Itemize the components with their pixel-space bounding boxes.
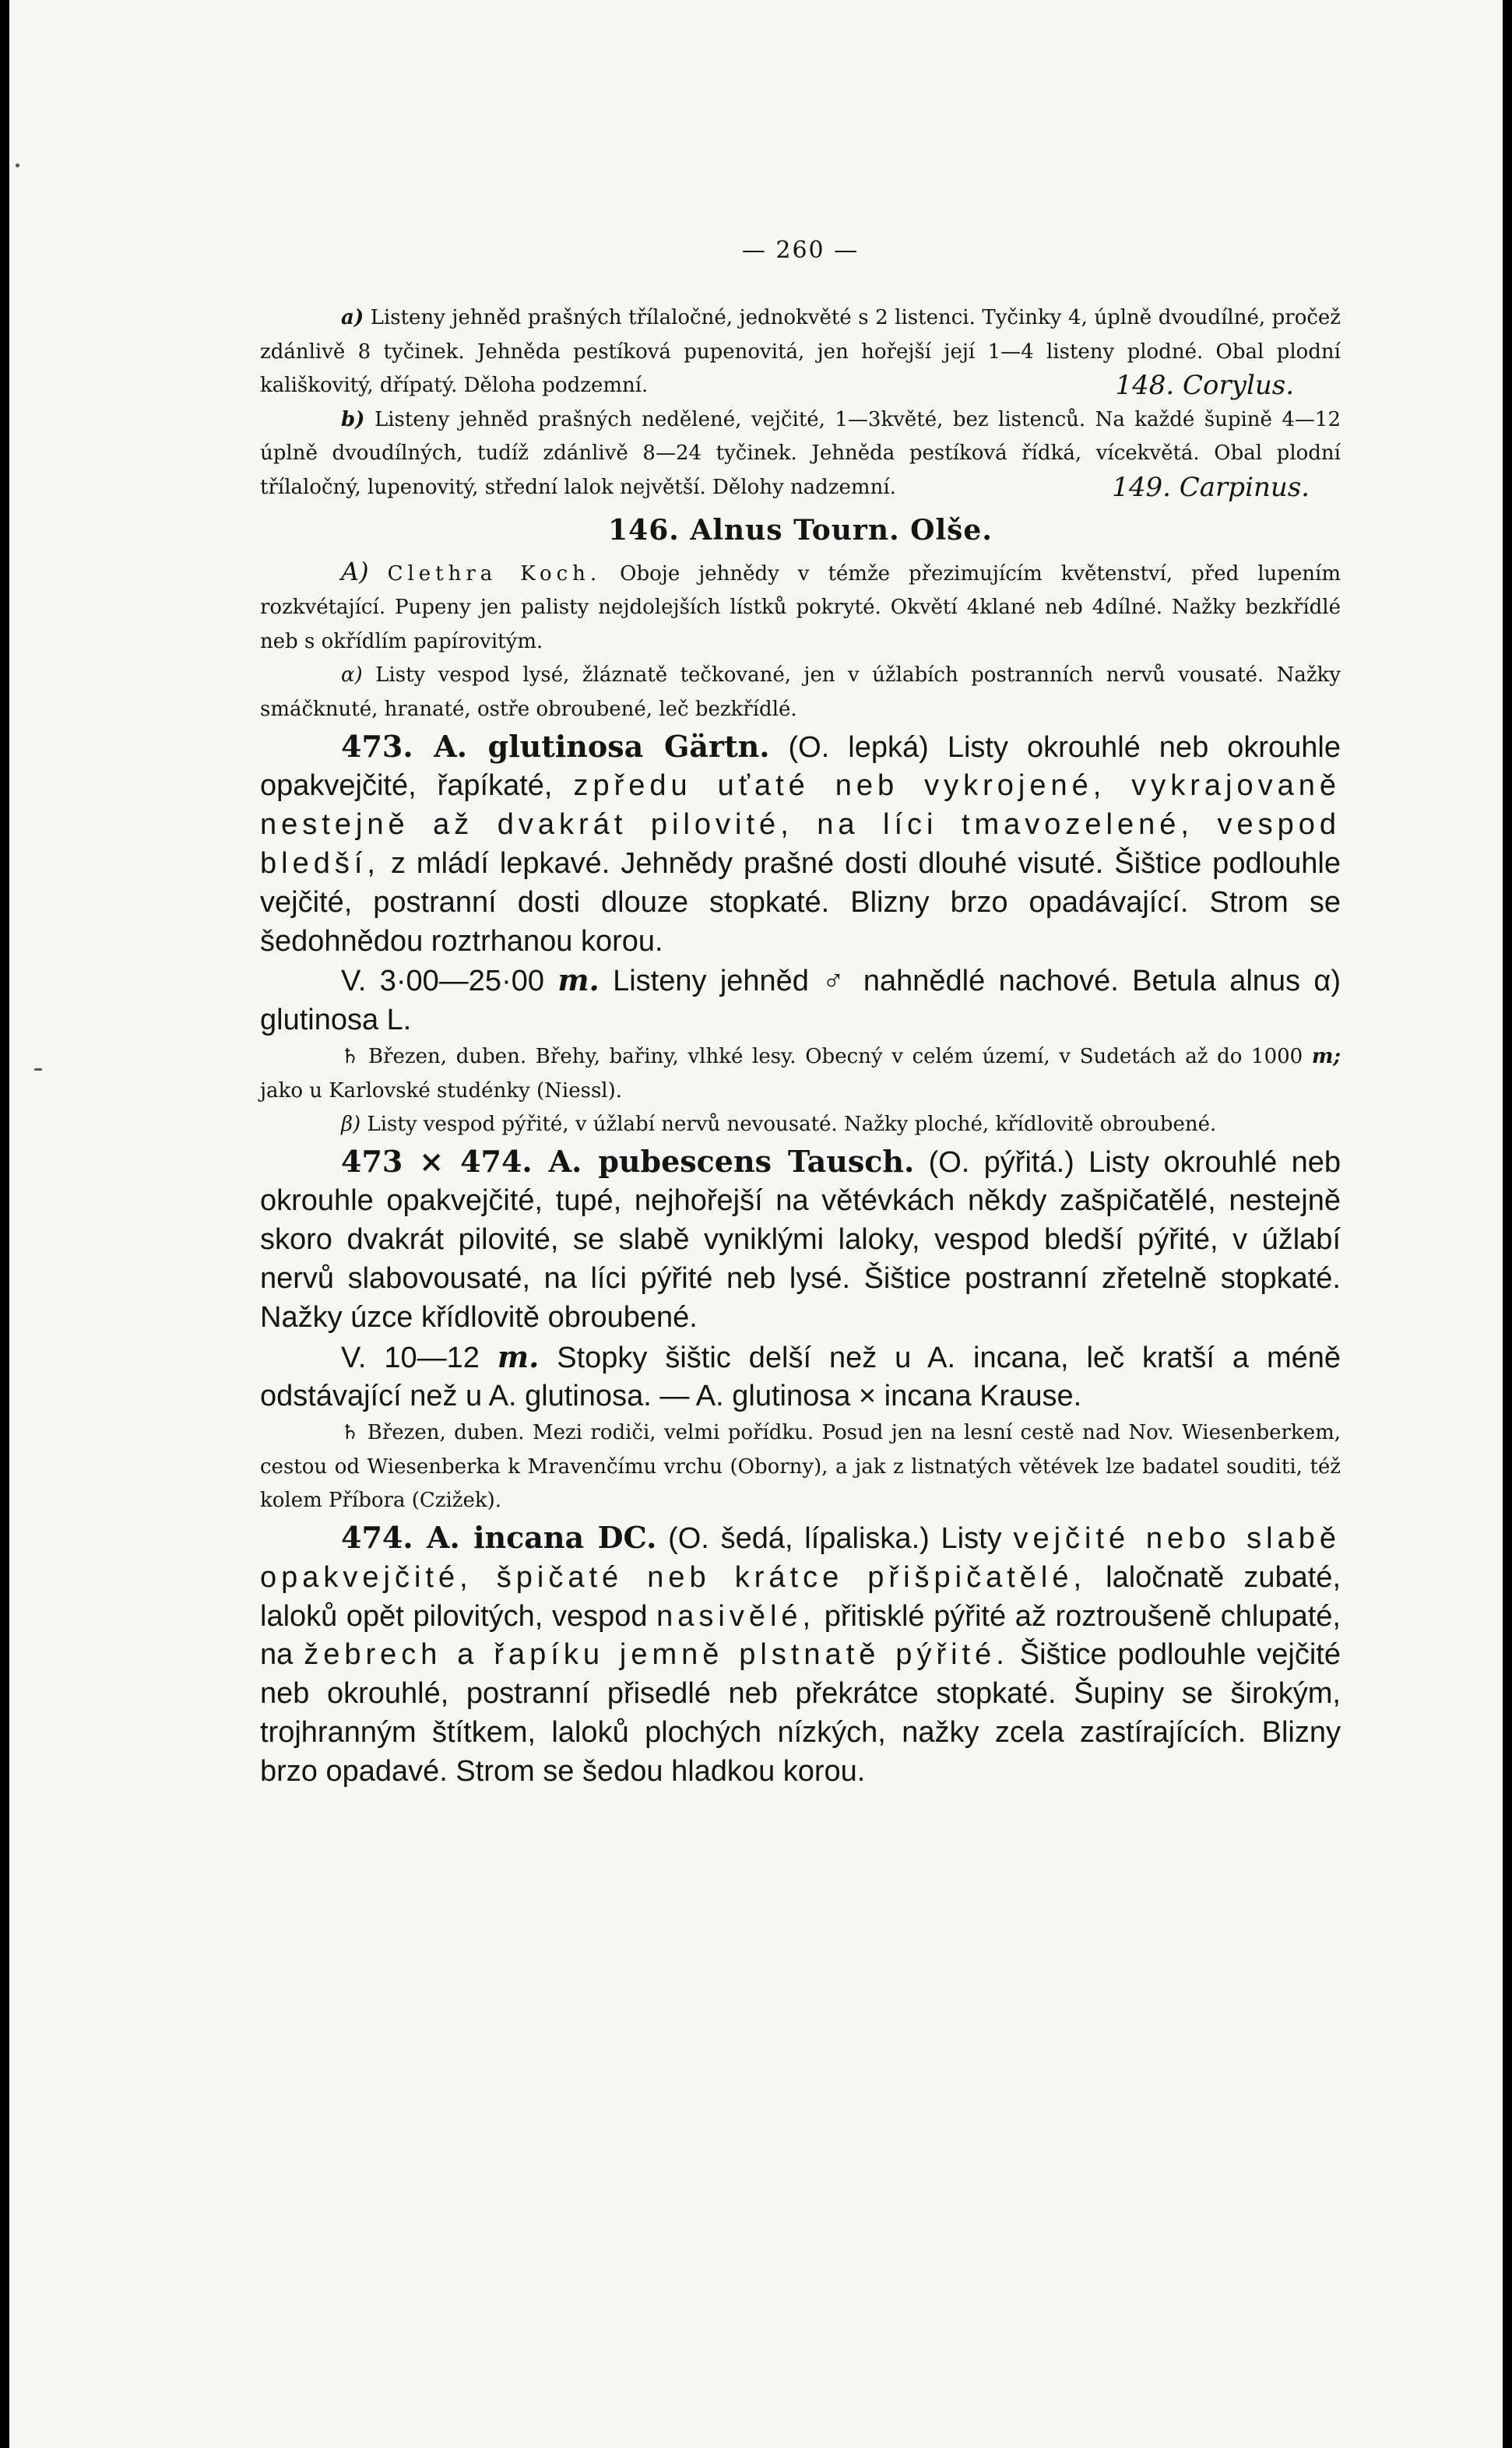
subsection-alpha-paragraph [260, 659, 1341, 726]
key-reference-carpinus: 149. Carpinus. [1112, 471, 1310, 503]
subsection-alpha-text: Listy vespod lysé, žláznatě tečkované, jen v úžlabích postranních nervů vousaté. Nažky smáčknuté, hranaté, ostře obroubené, leč bezkřídlé. [260, 663, 1341, 721]
species-474-text-spaced-2: nasivělé, [656, 1599, 816, 1633]
species-474-text-spaced-3: žebrech a řapíku jemně plstnatě pýřité. [304, 1638, 1009, 1672]
species-473-distribution [260, 1040, 1341, 1108]
species-474-text-8: Šištice podlouhle vejčité neb okrouhlé, postranní přisedlé neb překrátce stopkaté. Šupiny se širokým, trojhranným štítkem, laloků plochých nízkých, nažky zcela zastírajících. Blizny brzo opadavé. Strom se šedou hladkou korou. [260, 1638, 1341, 1788]
key-reference-corylus: 148. Corylus. [1115, 370, 1294, 402]
genus-heading: 146. Alnus Tourn. Olše. [608, 513, 993, 547]
key-paragraph-a [260, 301, 1341, 403]
species-474-description [260, 1518, 1341, 1792]
species-474-text-3: laločnatě zubaté, laloků opět pilovitých, vespod [260, 1560, 1341, 1633]
hybrid-473x474-unit: m. [497, 1338, 540, 1374]
species-474-text-6: na [260, 1638, 294, 1672]
text-block [260, 237, 1341, 1792]
species-474-common-name: (O. šedá, lípaliska.) [668, 1522, 930, 1556]
hybrid-473x474-description [260, 1142, 1341, 1338]
species-473-number: 473. A. glutinosa Gärtn. [341, 728, 770, 764]
hybrid-473x474-number: 473 × 474. A. pubescens Tausch. [341, 1143, 915, 1179]
species-474-number: 474. A. incana DC. [341, 1520, 657, 1556]
section-a-label: A) [341, 556, 369, 586]
species-473-description [260, 727, 1341, 962]
subsection-beta-label: β) [341, 1113, 361, 1137]
species-473-measurements [260, 961, 1341, 1040]
key-text-b: Listeny jehněd prašných nedělené, vejčité, 1—3květé, bez listenců. Na každé šupině 4—12 úplně dvoudílných, tudíž zdánlivě 8—24 tyčinek. Jehněda pestíková řídká, vícekvětá. Obal plodní třílaločný, lupenovitý, střední lalok největší. Dělohy nadzemní. [260, 407, 1341, 499]
species-473-distribution-unit: m; [1311, 1044, 1341, 1068]
species-473-height: V. 3·00—25·00 [341, 965, 544, 998]
species-474-text-1: Listy [941, 1522, 1002, 1556]
hybrid-473x474-measurements [260, 1338, 1341, 1417]
hybrid-473x474-distribution-text: Březen, duben. Mezi rodiči, velmi pořídku. Posud jen na lesní cestě nad Nov. Wiesenberkem, cestou od Wiesenberka k Mravenčímu vrchu (Oborny), a jak z listnatých větévek lze badatel souditi, též kolem Příbora (Czižek). [260, 1421, 1341, 1513]
species-473-common-name: (O. lepká) [788, 730, 929, 764]
tree-symbol-icon: ♄ [341, 1044, 360, 1068]
species-473-unit: m. [557, 962, 600, 998]
species-474-text-5: přitisklé pýřité až roztroušeně chlupaté, [824, 1599, 1341, 1633]
key-label-a: a) [341, 306, 364, 329]
hybrid-473x474-distribution [260, 1416, 1341, 1518]
page-number: — 260 — [741, 237, 860, 264]
section-a-name: Clethra Koch. [387, 561, 602, 586]
subsection-beta-paragraph [260, 1108, 1341, 1142]
species-473-text-3: z mládí lepkavé. Jehnědy prašné dosti dlouhé visuté. Šištice podlouhle vejčité, postranní dosti dlouze stopkaté. Blizny brzo opadávající. Strom se šedohnědou roztrhanou korou. [260, 846, 1341, 958]
scan-mark [34, 1068, 42, 1071]
scan-speck [16, 164, 19, 167]
key-paragraph-b [260, 403, 1341, 505]
subsection-beta-text: Listy vespod pýřité, v úžlabí nervů nevousaté. Nažky ploché, křídlovitě obroubené. [367, 1113, 1217, 1137]
species-473-text-1: Listy okrouhlé neb okrouhle opakvejčité, řapíkaté, [260, 730, 1341, 803]
key-text-a: Listeny jehněd prašných třílaločné, jednokvěté s 2 listenci. Tyčinky 4, úplně dvoudílné, pročež zdánlivě 8 tyčinek. Jehněda pestíková pupenovitá, jen hořejší její 1—4 listeny plodné. Obal plodní kališkovitý, dřípatý. Děloha podzemní. [260, 306, 1341, 398]
section-a-text: Oboje jehnědy v témže přezimujícím květenství, před lupením rozkvétající. Pupeny jen palisty nejdolejších lístků pokryté. Okvětí 4klané neb 4dílné. Nažky bezkřídlé neb s okřídlím papírovitým. [260, 561, 1341, 653]
section-a-paragraph [260, 555, 1341, 659]
book-page [9, 0, 1503, 2448]
subsection-alpha-label: α) [341, 663, 363, 688]
species-473-text-spaced: zpředu uťaté neb vykrojené, vykrajovaně nestejně až dvakrát pilovité, na líci tmavozelené, vespod bledší, [260, 769, 1341, 880]
hybrid-473x474-common-name: (O. pýřitá.) [928, 1145, 1074, 1179]
tree-symbol-icon: ♄ [341, 1421, 360, 1445]
species-473-distribution-text: Březen, duben. Břehy, bařiny, vlhké lesy. Obecný v celém území, v Sudetách až do 1000 [368, 1044, 1303, 1068]
hybrid-473x474-text: Listy okrouhlé neb okrouhle opakvejčité, tupé, nejhořejší na větévkách někdy zašpičatělé, nestejně skoro dvakrát pilovité, se slabě vyniklými laloky, vespod bledší pýřité, v úžlabí nervů slabovousaté, na líci pýřité neb lysé. Šištice postranní zřetelně stopkaté. Nažky úzce křídlovitě obroubené. [260, 1145, 1341, 1334]
species-473-distribution-end: jako u Karlovské studénky (Niessl). [260, 1078, 623, 1103]
hybrid-473x474-height: V. 10—12 [341, 1341, 480, 1374]
hybrid-473x474-comparison-text: Stopky šištic delší než u A. incana, leč kratší a méně odstávající než u A. glutinosa. — A. glutinosa × incana Krause. [260, 1341, 1341, 1413]
species-473-synonym-text: Listeny jehněd ♂ nahnědlé nachové. Betula alnus α) glutinosa L. [260, 965, 1341, 1037]
species-474-text-spaced-1: vejčité nebo slabě opakvejčité, špičaté neb krátce přišpičatělé, [260, 1522, 1341, 1594]
key-label-b: b) [341, 407, 365, 431]
